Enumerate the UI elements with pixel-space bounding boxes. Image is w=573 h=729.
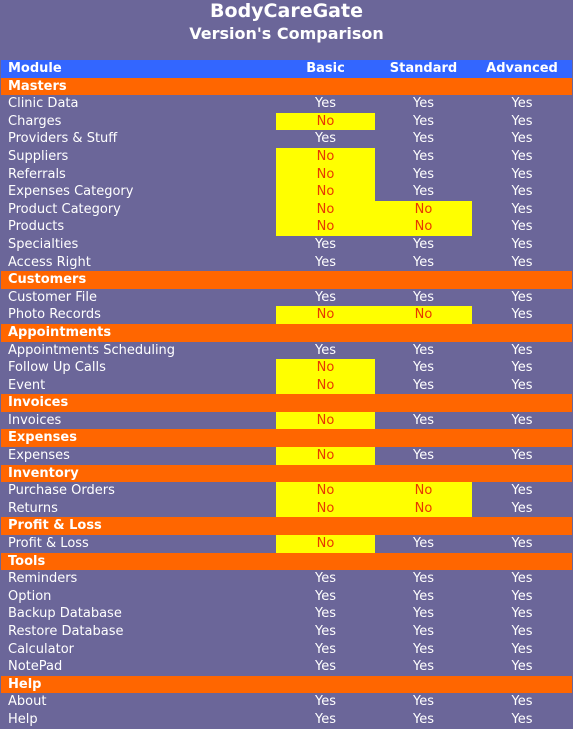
table-row [1, 500, 572, 518]
module-name: Help [8, 711, 38, 727]
column-header-advanced: Advanced [472, 60, 572, 78]
advanced-value: Yes [511, 360, 533, 376]
column-header-module: Module [1, 60, 276, 78]
standard-value: Yes [413, 131, 434, 147]
basic-value: No [276, 500, 375, 518]
module-name: Restore Database [8, 624, 124, 639]
standard-value: Yes [413, 96, 434, 112]
module-name: Product Category [8, 201, 121, 217]
advanced-value: Yes [511, 184, 533, 200]
basic-value: Yes [315, 96, 336, 112]
module-name: Invoices [8, 412, 62, 428]
section-title: Tools [1, 553, 572, 571]
basic-value: No [276, 166, 375, 184]
advanced-value: Yes [511, 236, 533, 252]
module-name: Customer File [8, 289, 98, 305]
standard-value: Yes [413, 236, 434, 252]
basic-value: No [276, 377, 375, 395]
standard-value: Yes [413, 412, 434, 428]
table-row [1, 183, 572, 201]
standard-value: Yes [413, 448, 434, 464]
basic-value: No [276, 148, 375, 166]
table-row [1, 535, 572, 553]
module-name: Suppliers [8, 148, 69, 164]
basic-value: Yes [315, 289, 336, 305]
module-name: Specialties [8, 236, 79, 252]
module-name: Profit & Loss [8, 536, 89, 552]
module-name: Clinic Data [8, 96, 79, 112]
comparison-table-body [1, 78, 572, 729]
basic-value: Yes [315, 342, 336, 358]
standard-value: Yes [413, 166, 434, 182]
standard-value: Yes [413, 711, 434, 727]
page-title: BodyCareGate [210, 0, 363, 22]
advanced-value: Yes [511, 307, 533, 323]
basic-value: No [276, 183, 375, 201]
advanced-value: Yes [511, 448, 533, 464]
advanced-value: Yes [511, 641, 533, 657]
advanced-value: Yes [511, 289, 533, 305]
advanced-value: Yes [511, 694, 533, 710]
basic-value: Yes [315, 131, 336, 147]
standard-value: Yes [413, 606, 434, 622]
advanced-value: Yes [511, 606, 533, 622]
advanced-value: Yes [511, 219, 533, 235]
page-header [0, 0, 573, 60]
table-row [1, 588, 572, 606]
advanced-value: Yes [511, 624, 533, 639]
basic-value: No [276, 482, 375, 500]
table-row [1, 447, 572, 465]
module-name: Follow Up Calls [8, 360, 106, 376]
standard-value: Yes [413, 360, 434, 376]
module-name: NotePad [8, 659, 63, 675]
module-name: Purchase Orders [8, 483, 115, 499]
table-row [1, 95, 572, 113]
basic-value: Yes [315, 571, 336, 587]
standard-value: Yes [413, 342, 434, 358]
basic-value: Yes [315, 588, 336, 604]
section-row [1, 78, 572, 96]
module-name: Charges [8, 113, 62, 129]
advanced-value: Yes [511, 201, 533, 217]
table-row [1, 605, 572, 623]
standard-value: Yes [413, 148, 434, 164]
advanced-value: Yes [511, 659, 533, 675]
section-row [1, 676, 572, 694]
section-title: Invoices [1, 394, 572, 412]
advanced-value: Yes [511, 342, 533, 358]
table-row [1, 377, 572, 395]
advanced-value: Yes [511, 536, 533, 552]
section-row [1, 465, 572, 483]
standard-value: Yes [413, 113, 434, 129]
advanced-value: Yes [511, 588, 533, 604]
basic-value: Yes [315, 659, 336, 675]
section-title: Help [1, 676, 572, 694]
standard-value: Yes [413, 536, 434, 552]
basic-value: Yes [315, 694, 336, 710]
table-row [1, 570, 572, 588]
module-name: Expenses [8, 448, 70, 464]
standard-value: Yes [413, 289, 434, 305]
module-name: Backup Database [8, 606, 122, 622]
advanced-value: Yes [511, 483, 533, 499]
table-row [1, 359, 572, 377]
module-name: Referrals [8, 166, 66, 182]
table-row [1, 482, 572, 500]
module-name: Reminders [8, 571, 78, 587]
standard-value: Yes [413, 377, 434, 393]
advanced-value: Yes [511, 377, 533, 393]
section-title: Masters [1, 78, 572, 96]
module-name: Products [8, 219, 65, 235]
section-row [1, 517, 572, 535]
table-row [1, 166, 572, 184]
table-row [1, 148, 572, 166]
standard-value: No [375, 201, 472, 219]
table-row [1, 289, 572, 307]
table-row [1, 641, 572, 659]
table-row [1, 236, 572, 254]
module-name: Calculator [8, 641, 75, 657]
table-row [1, 693, 572, 711]
module-name: Photo Records [8, 307, 101, 323]
comparison-table [1, 60, 572, 729]
advanced-value: Yes [511, 166, 533, 182]
advanced-value: Yes [511, 131, 533, 147]
module-name: Event [8, 377, 46, 393]
section-row [1, 429, 572, 447]
advanced-value: Yes [511, 571, 533, 587]
table-row [1, 130, 572, 148]
table-row [1, 342, 572, 360]
section-row [1, 271, 572, 289]
standard-value: No [375, 482, 472, 500]
page-subtitle: Version's Comparison [189, 24, 384, 43]
section-title: Appointments [1, 324, 572, 342]
standard-value: Yes [413, 571, 434, 587]
column-header-basic: Basic [276, 60, 375, 78]
basic-value: No [276, 447, 375, 465]
section-title: Expenses [1, 429, 572, 447]
standard-value: Yes [413, 659, 434, 675]
module-name: Access Right [8, 254, 91, 270]
standard-value: Yes [413, 624, 434, 639]
section-row [1, 394, 572, 412]
basic-value: No [276, 306, 375, 324]
standard-value: Yes [413, 641, 434, 657]
column-header-standard: Standard [375, 60, 472, 78]
basic-value: Yes [315, 624, 336, 639]
advanced-value: Yes [511, 412, 533, 428]
basic-value: Yes [315, 641, 336, 657]
basic-value: No [276, 218, 375, 236]
standard-value: Yes [413, 254, 434, 270]
section-row [1, 553, 572, 571]
advanced-value: Yes [511, 500, 533, 516]
module-name: Returns [8, 500, 58, 516]
standard-value: Yes [413, 694, 434, 710]
table-row [1, 658, 572, 676]
basic-value: Yes [315, 236, 336, 252]
standard-value: No [375, 500, 472, 518]
advanced-value: Yes [511, 148, 533, 164]
basic-value: Yes [315, 711, 336, 727]
section-title: Inventory [1, 465, 572, 483]
section-title: Profit & Loss [1, 517, 572, 535]
basic-value: No [276, 201, 375, 219]
basic-value: No [276, 113, 375, 131]
basic-value: No [276, 535, 375, 553]
table-row [1, 201, 572, 219]
module-name: Providers & Stuff [8, 131, 118, 147]
basic-value: No [276, 359, 375, 377]
section-row [1, 324, 572, 342]
advanced-value: Yes [511, 711, 533, 727]
table-row [1, 113, 572, 131]
basic-value: No [276, 412, 375, 430]
standard-value: Yes [413, 588, 434, 604]
column-header-row [1, 60, 572, 78]
standard-value: No [375, 306, 472, 324]
advanced-value: Yes [511, 254, 533, 270]
advanced-value: Yes [511, 113, 533, 129]
section-title: Customers [1, 271, 572, 289]
table-row [1, 306, 572, 324]
table-row [1, 218, 572, 236]
module-name: Option [8, 588, 52, 604]
module-name: Expenses Category [8, 184, 134, 200]
basic-value: Yes [315, 606, 336, 622]
basic-value: Yes [315, 254, 336, 270]
module-name: Appointments Scheduling [8, 342, 176, 358]
table-row [1, 254, 572, 272]
advanced-value: Yes [511, 96, 533, 112]
standard-value: Yes [413, 184, 434, 200]
table-row [1, 412, 572, 430]
standard-value: No [375, 218, 472, 236]
table-row [1, 623, 572, 641]
module-name: About [8, 694, 47, 710]
